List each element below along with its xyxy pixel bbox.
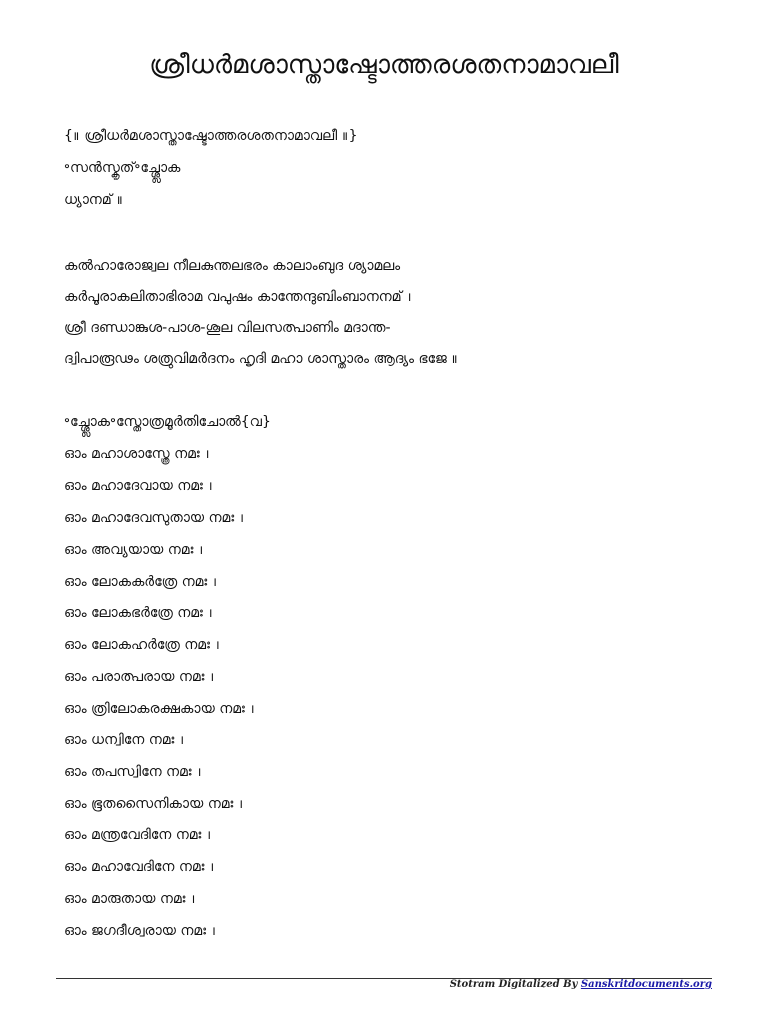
name-line: ഓം മഹാശാസ്ത്രേ നമഃ । bbox=[64, 446, 212, 462]
header-line-script: ॰സൻസ്കൃത്॰ച്ശ്ലോക bbox=[64, 160, 181, 176]
name-line: ഓം ത്രിലോകരക്ഷകായ നമഃ । bbox=[64, 701, 257, 717]
dhyana-verse-line: കൽഹാരോജ്വല നീലകുന്തലഭരം കാലാംബുദ ശ്യാമലം bbox=[64, 258, 401, 274]
dhyana-verse-line: ശ്രീ ദണ്ഡാങ്കുശ-പാശ-ശൂല വിലസത്പാണിം മദാന്ത- bbox=[64, 320, 391, 336]
dhyana-verse-line: കർപൂരാകലിതാഭിരാമ വപുഷം കാന്തേന്ദുബിംബാനനമ് । bbox=[64, 289, 414, 305]
name-line: ഓം മാരുതായ നമഃ । bbox=[64, 891, 197, 907]
section-heading: ॰ച്ശ്ലോക॰സ്തോത്രമൂർതിചോൽ{വ} bbox=[64, 414, 271, 430]
header-line-title: {॥ ശ്രീധർമശാസ്താഷ്ടോത്തരശതനാമാവലീ ॥} bbox=[64, 128, 358, 144]
name-line: ഓം മന്ത്രവേദിനേ നമഃ । bbox=[64, 827, 213, 843]
footer-link[interactable]: Sanskritdocuments.org bbox=[580, 979, 712, 990]
name-line: ഓം മഹാവേദിനേ നമഃ । bbox=[64, 859, 216, 875]
name-line: ഓം ജഗദീശ്വരായ നമഃ । bbox=[64, 923, 218, 939]
header-line-dhyana: ധ്യാനമ് ॥ bbox=[64, 192, 124, 208]
name-line: ഓം ധന്വിനേ നമഃ । bbox=[64, 732, 186, 748]
footer-prefix: Stotram Digitalized By bbox=[449, 979, 581, 990]
name-line: ഓം ഭൂതസൈനികായ നമഃ । bbox=[64, 796, 245, 812]
name-line: ഓം അവ്യയായ നമഃ । bbox=[64, 542, 205, 558]
name-line: ഓം മഹാദേവായ നമഃ । bbox=[64, 478, 215, 494]
name-line: ഓം ലോകഭർത്രേ നമഃ । bbox=[64, 605, 215, 621]
dhyana-verse-line: ദ്വിപാരൂഢം ശത്രുവിമർദനം ഹൃദി മഹാ ശാസ്താരം ആദ്യം ഭജേ ॥ bbox=[64, 351, 459, 367]
footer-credit bbox=[450, 979, 712, 990]
name-line: ഓം ലോകഹർത്രേ നമഃ । bbox=[64, 637, 222, 653]
name-line: ഓം മഹാദേവസുതായ നമഃ । bbox=[64, 510, 246, 526]
name-line: ഓം തപസ്വിനേ നമഃ । bbox=[64, 764, 204, 780]
name-line: ഓം ലോകകർത്രേ നമഃ । bbox=[64, 574, 219, 590]
name-line: ഓം പരാത്പരായ നമഃ । bbox=[64, 669, 216, 685]
page-title: ശ്രീധർമശാസ്താഷ്ടോത്തരശതനാമാവലീ bbox=[149, 50, 619, 80]
